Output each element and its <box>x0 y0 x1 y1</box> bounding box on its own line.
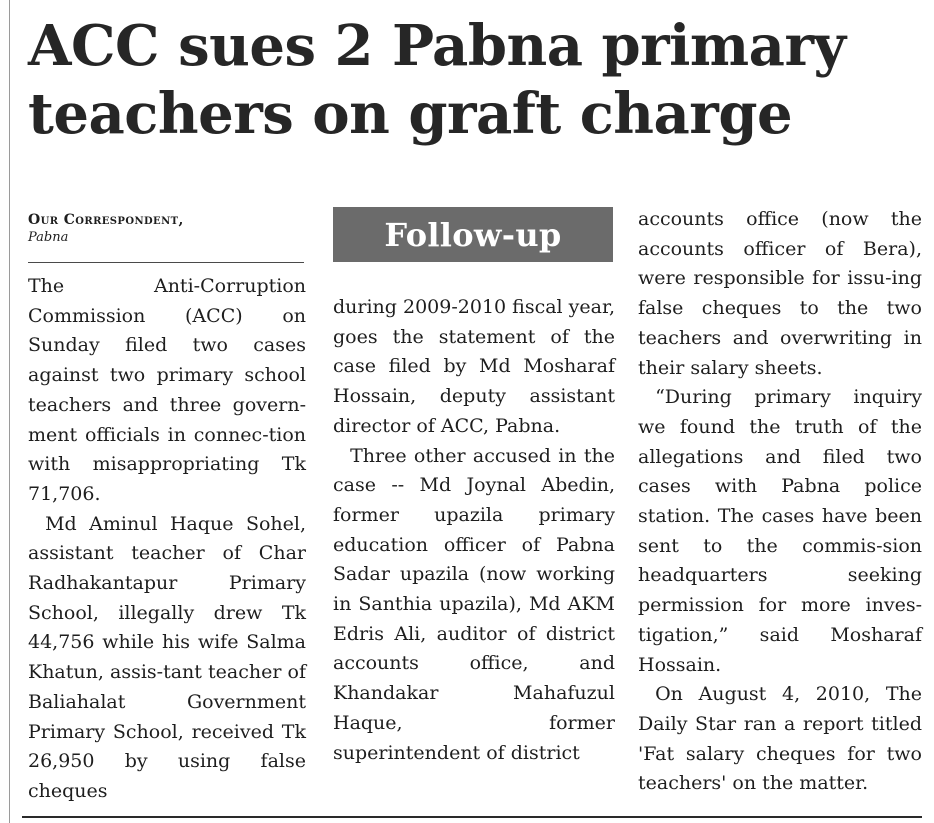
headline-line-1: ACC sues 2 Pabna primary <box>28 13 846 79</box>
article-column-2 <box>333 293 615 768</box>
headline-line-2: teachers on graft charge <box>28 81 793 147</box>
column-1-paragraph-2: Md Aminul Haque Sohel, assistant teacher of Char Radhakantapur Primary School, illegally drew Tk 44,756 while his wife Salma Khatun, assis-tant teacher of Baliahalat Government Primary School, received Tk 26,950 by using false cheques <box>28 512 306 802</box>
follow-up-kicker <box>333 207 613 262</box>
column-3-paragraph-1: accounts office (now the accounts officer of Bera), were responsible for issu-ing false cheques to the two teachers and overwriting in their salary sheets. <box>638 208 922 379</box>
column-2-paragraph-1: during 2009-2010 fiscal year, goes the statement of the case filed by Md Mosharaf Hossain, deputy assistant director of ACC, Pabna. <box>333 296 616 437</box>
column-3-paragraph-2: “During primary inquiry we found the truth of the allegations and filed two cases with Pabna police station. The cases have been sent to the commis-sion headquarters seeking permission for more inves-tigation,” said Mosharaf Hossain. <box>638 386 922 676</box>
headline <box>28 12 928 148</box>
article-column-1 <box>28 272 306 807</box>
article-column-3 <box>638 205 922 799</box>
byline-place: Pabna <box>28 230 69 245</box>
page-bottom-rule <box>22 816 922 818</box>
column-2-paragraph-2: Three other accused in the case -- Md Joynal Abedin, former upazila primary education officer of Pabna Sadar upazila (now working in Santhia upazila), Md AKM Edris Ali, auditor of district accounts office, and Khandakar Mahafuzul Haque, former superintendent of district <box>333 444 615 764</box>
page-left-rule <box>9 0 10 823</box>
byline-divider <box>28 262 304 263</box>
column-3-paragraph-3: On August 4, 2010, The Daily Star ran a report titled 'Fat salary cheques for two teachers' on the matter. <box>638 683 922 795</box>
byline-name: Our Correspondent, <box>28 212 184 228</box>
kicker-label: Follow-up <box>384 215 562 254</box>
column-1-paragraph-1: The Anti-Corruption Commission (ACC) on Sunday filed two cases against two primary school teachers and three govern-ment officials in connec-tion with misappropriating Tk 71,706. <box>28 275 306 505</box>
